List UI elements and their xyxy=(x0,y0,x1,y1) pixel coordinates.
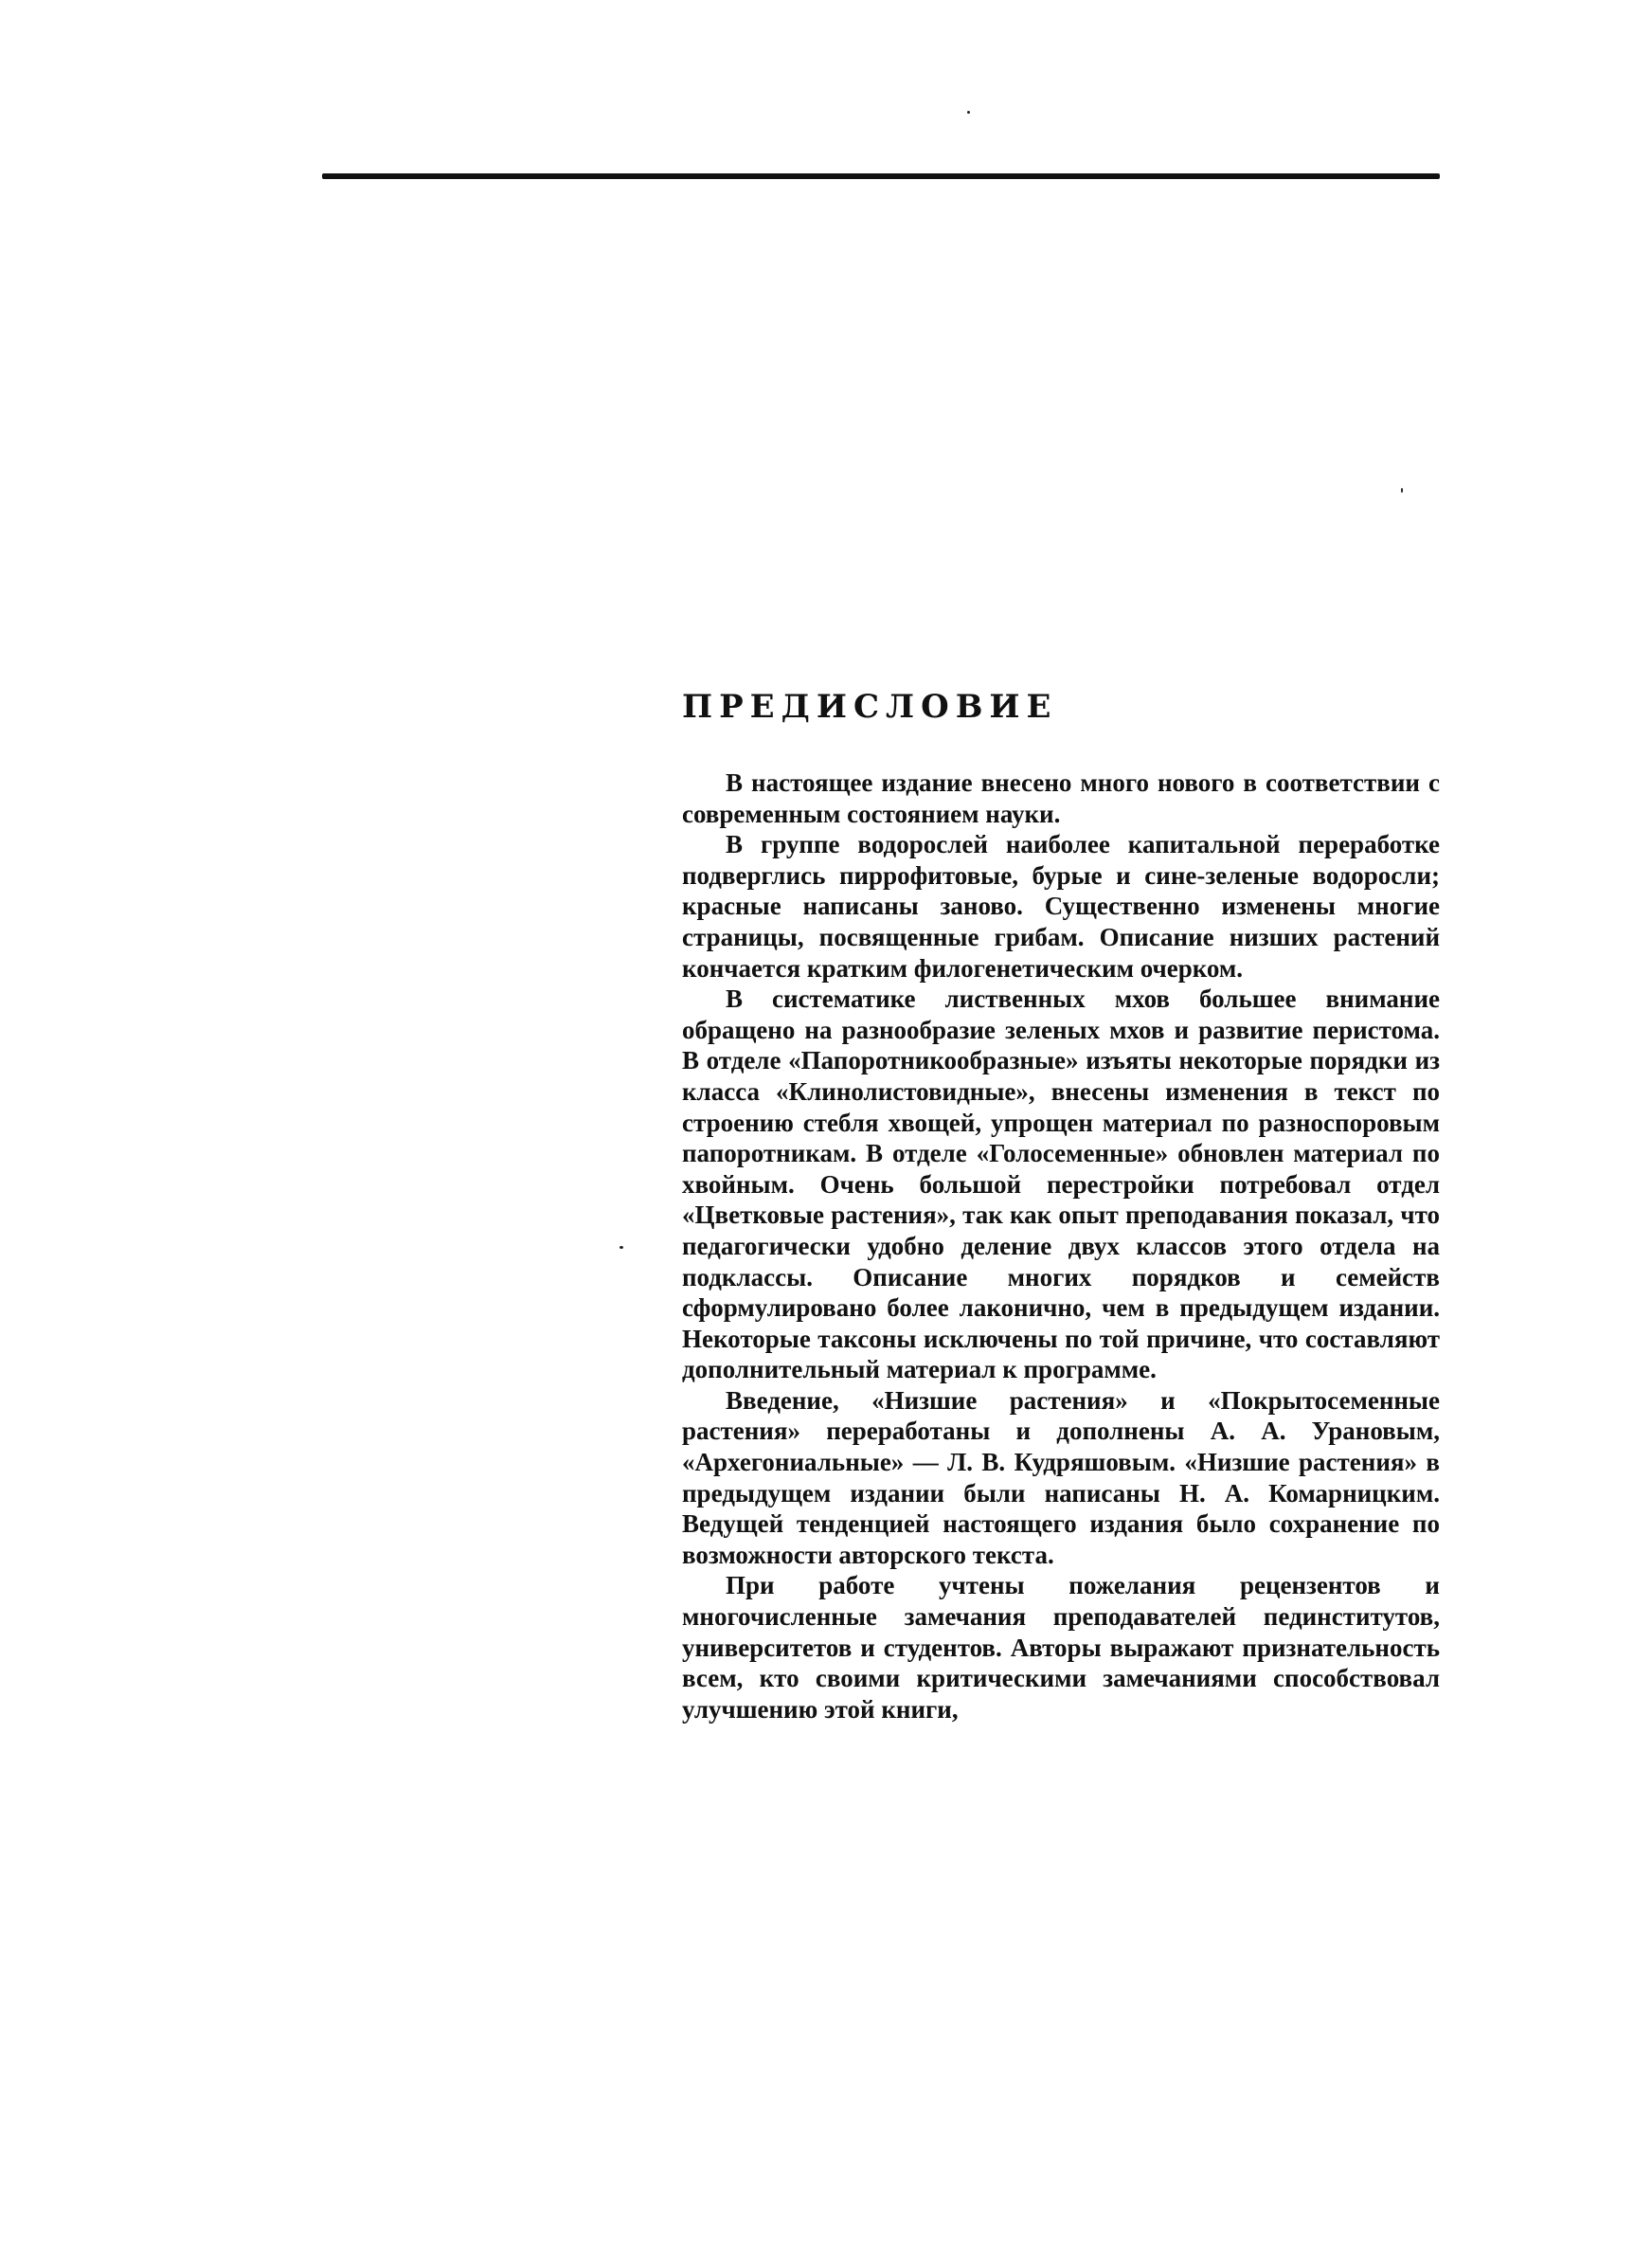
paragraph: При работе учтены пожелания рецензентов и многочисленные замечания преподавателей пединститутов, университетов и студентов. Авторы выражают признательность всем, кто своими критическими замечаниями способствовал улучшению этой книги, xyxy=(682,1571,1440,1724)
preface-section xyxy=(682,686,1440,1724)
scan-speck xyxy=(1401,488,1403,493)
paragraph: В группе водорослей наиболее капитальной переработке подверглись пиррофитовые, бурые и сине-зеленые водоросли; красные написаны заново. Существенно изменены многие страницы, посвященные грибам. Описание низших растений кончается кратким филогенетическим очерком. xyxy=(682,830,1440,983)
scan-speck xyxy=(620,1246,623,1249)
preface-body xyxy=(682,767,1440,1724)
paragraph: В настоящее издание внесено много нового в соответствии с современным состоянием науки. xyxy=(682,768,1440,828)
scan-speck xyxy=(967,111,970,114)
top-rule xyxy=(322,173,1440,179)
paragraph: Введение, «Низшие растения» и «Покрытосеменные растения» переработаны и дополнены А. А. Урановым, «Архегониальные» — Л. В. Кудряшовым. «Низшие растения» в предыдущем издании были написаны Н. А. Комарницким. Ведущей тенденцией настоящего издания было сохранение по возможности авторского текста. xyxy=(682,1385,1440,1569)
paragraph: В систематике лиственных мхов большее внимание обращено на разнообразие зеленых мхов и развитие перистома. В отделе «Папоротникообразные» изъяты некоторые порядки из класса «Клинолистовидные», внесены изменения в текст по строению стебля хвощей, упрощен материал по разноспоровым папоротникам. В отделе «Голосеменные» обновлен материал по хвойным. Очень большой перестройки потребовал отдел «Цветковые растения», так как опыт преподавания показал, что педагогически удобно деление двух классов этого отдела на подклассы. Описание многих порядков и семейств сформулировано более лаконично, чем в предыдущем издании. Некоторые таксоны исключены по той причине, что составляют дополнительный материал к программе. xyxy=(682,984,1440,1384)
page-title: ПРЕДИСЛОВИЕ xyxy=(682,688,1058,726)
